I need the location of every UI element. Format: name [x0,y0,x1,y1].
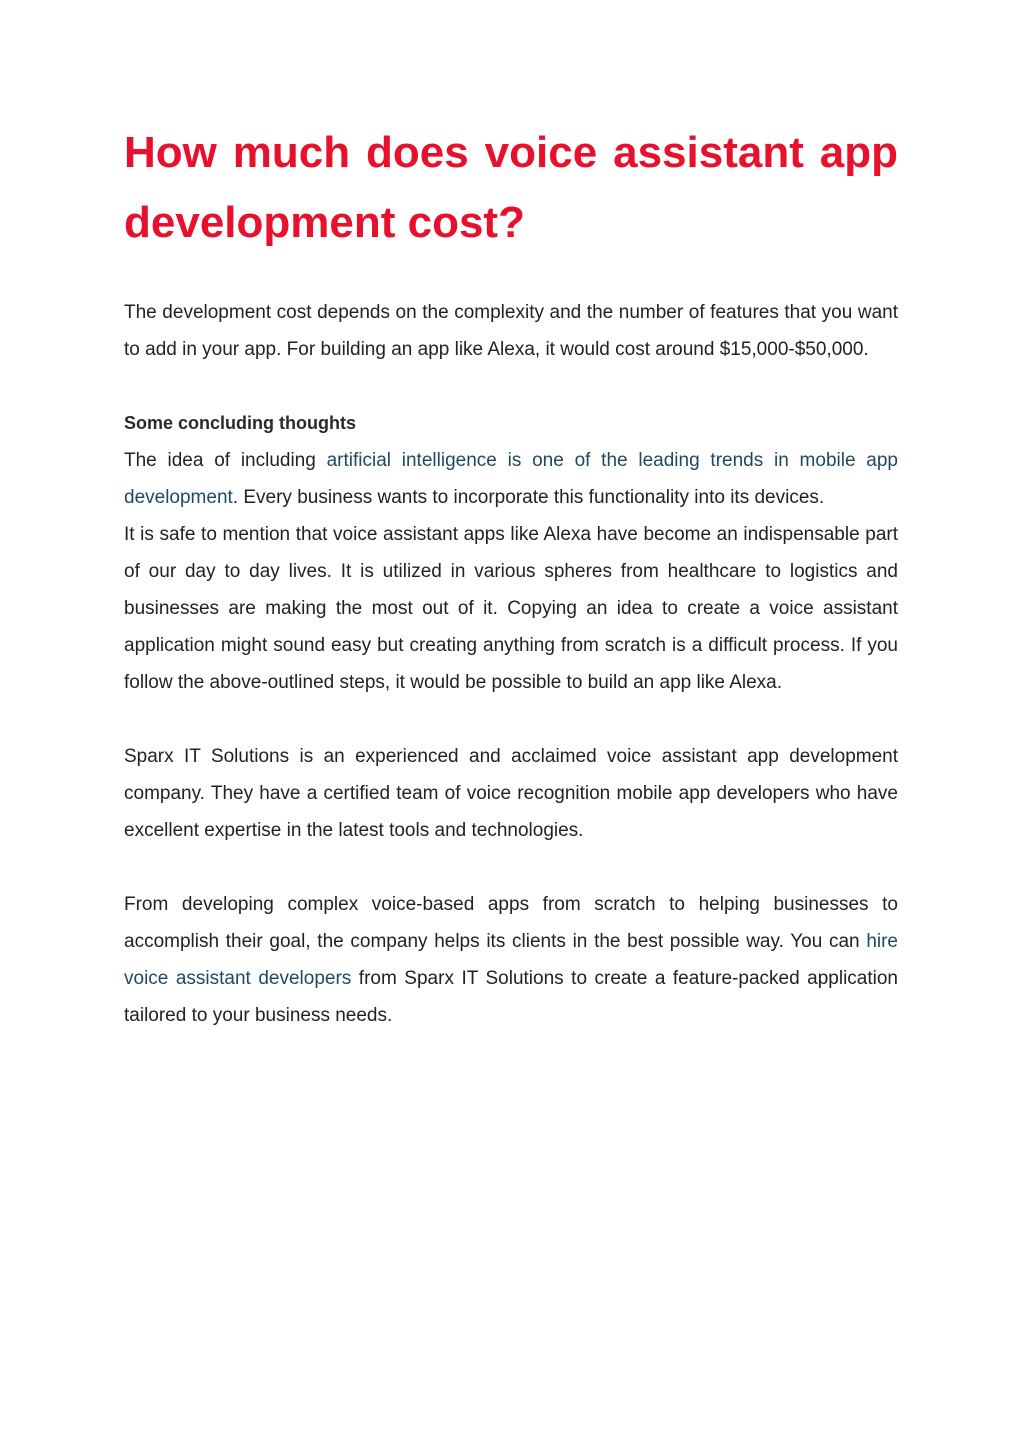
spacer [124,368,898,405]
spacer [124,849,898,886]
final-paragraph [124,886,898,1034]
sparx-paragraph: Sparx IT Solutions is an experienced and acclaimed voice assistant app development company. They have a certified team of voice recognition mobile app developers who have excellent expertise in the latest tools and technologies. [124,746,898,841]
intro-text-after-link: . Every business wants to incorporate this functionality into its devices. [232,487,825,508]
section-heading-concluding: Some concluding thoughts [124,413,356,433]
document-page [124,118,898,1034]
hire-developers-link[interactable]: hire voice assistant developers [124,931,898,989]
intro-text-before-link: The idea of including [124,450,327,471]
ai-trends-link[interactable]: artificial intelligence is one of the leading trends in mobile app development [124,450,898,508]
title-line-2: development cost? [124,198,525,247]
final-text-after-link: from Sparx IT Solutions to create a feature-packed application tailored to your business needs. [124,968,898,1026]
page-title [124,118,898,258]
title-line-1: How much does voice assistant app [124,128,898,177]
final-text-before-link: From developing complex voice-based apps from scratch to helping businesses to accomplish their goal, the company helps its clients in the best possible way. You can [124,894,898,952]
concluding-intro-paragraph [124,442,898,516]
concluding-body-paragraph: It is safe to mention that voice assistant apps like Alexa have become an indispensable part of our day to day lives. It is utilized in various spheres from healthcare to logistics and businesses are making the most out of it. Copying an idea to create a voice assistant application might sound easy but creating anything from scratch is a difficult process. If you follow the above-outlined steps, it would be possible to build an app like Alexa. [124,524,898,693]
spacer [124,701,898,738]
cost-paragraph: The development cost depends on the complexity and the number of features that you want to add in your app. For building an app like Alexa, it would cost around $15,000-$50,000. [124,302,898,360]
